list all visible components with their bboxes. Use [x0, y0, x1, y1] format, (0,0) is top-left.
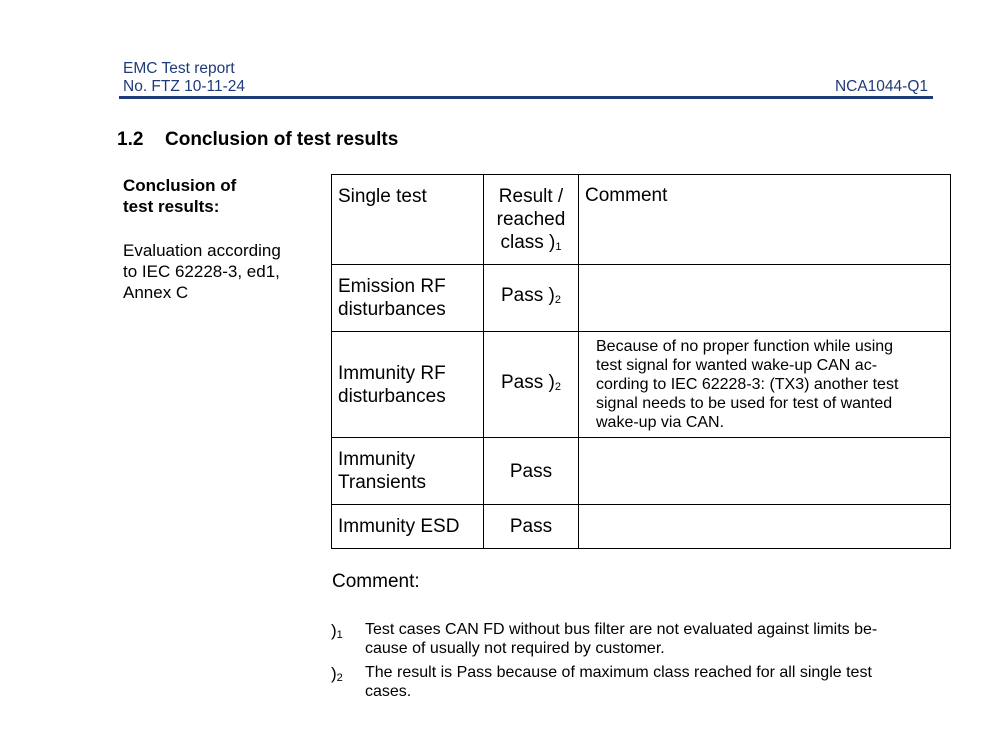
- table-row: [332, 438, 951, 505]
- test-name-cell: [332, 438, 484, 505]
- header-single-test: Single test: [332, 175, 484, 265]
- comment-line: wake-up via CAN.: [596, 414, 725, 431]
- header-result-line3: [484, 231, 578, 259]
- footnote-paren: ): [331, 621, 337, 640]
- document-code: NCA1044-Q1: [834, 78, 928, 95]
- section-number: 1.2: [117, 129, 144, 150]
- header-result-class: class ): [500, 232, 556, 253]
- section-title: Conclusion of test results: [165, 129, 399, 150]
- sidebar-evaluation: Evaluation according to IEC 62228-3, ed1, Annex C: [123, 241, 281, 302]
- result-cell: Pass: [484, 505, 579, 549]
- report-number: No. FTZ 10-11-24: [123, 78, 246, 95]
- test-name-line1: Immunity RF: [338, 362, 446, 384]
- footnote-marker-2: [331, 664, 343, 688]
- test-name-line1: Immunity: [338, 449, 416, 470]
- footnote-line: cases.: [365, 683, 412, 700]
- result-cell: Pass: [484, 438, 579, 505]
- result-cell: [484, 265, 579, 332]
- comment-cell: [579, 438, 951, 505]
- test-name-line2: disturbances: [338, 299, 446, 320]
- results-table: [331, 174, 951, 549]
- comment-line: Because of no proper function while using: [596, 338, 894, 355]
- footnote-marker-1: [331, 621, 343, 645]
- header-result-line1: Result /: [498, 186, 564, 207]
- footnote-number: 1: [336, 629, 343, 641]
- test-name-cell: Immunity ESD: [332, 505, 484, 549]
- header-result: [484, 175, 579, 265]
- result-cell: [484, 332, 579, 438]
- test-name-cell: [332, 332, 484, 438]
- table-header-row: [332, 175, 951, 265]
- test-name-line2: disturbances: [338, 385, 446, 407]
- comment-heading: Comment:: [332, 571, 420, 592]
- header-result-line2: reached: [496, 209, 566, 230]
- footnote-line: The result is Pass because of maximum class reached for all single test: [365, 664, 872, 681]
- result-value: Pass ): [501, 371, 555, 393]
- footnote-paren: ): [331, 664, 337, 683]
- footnote-ref-2: 2: [554, 380, 561, 393]
- comment-cell: [579, 332, 951, 438]
- comment-line: cording to IEC 62228-3: (TX3) another test: [596, 376, 899, 393]
- footnote-number: 2: [336, 672, 343, 684]
- test-name-cell: [332, 265, 484, 332]
- footnote-line: cause of usually not required by customer.: [365, 640, 665, 657]
- comment-line: test signal for wanted wake-up CAN ac-: [596, 357, 878, 374]
- report-title: EMC Test report: [123, 60, 235, 77]
- comment-cell: [579, 505, 951, 549]
- comment-cell: [579, 265, 951, 332]
- header-rule: [119, 96, 933, 99]
- table-row: [332, 265, 951, 332]
- footnote-line: Test cases CAN FD without bus filter are not evaluated against limits be-: [365, 621, 878, 638]
- comment-line: signal needs to be used for test of wanted: [596, 395, 893, 412]
- test-name-line2: Transients: [338, 472, 426, 493]
- result-value: Pass ): [501, 285, 555, 306]
- test-name-line1: Emission RF: [338, 276, 446, 297]
- footnote-text-2: [365, 663, 925, 701]
- footnote-ref-2: 2: [554, 294, 561, 306]
- table-row: [332, 332, 951, 438]
- table-row: [332, 505, 951, 549]
- footnote-text-1: [365, 620, 925, 658]
- sidebar-title: Conclusion of test results:: [123, 176, 237, 216]
- footnote-ref-1: 1: [555, 241, 562, 253]
- header-comment: Comment: [579, 175, 951, 265]
